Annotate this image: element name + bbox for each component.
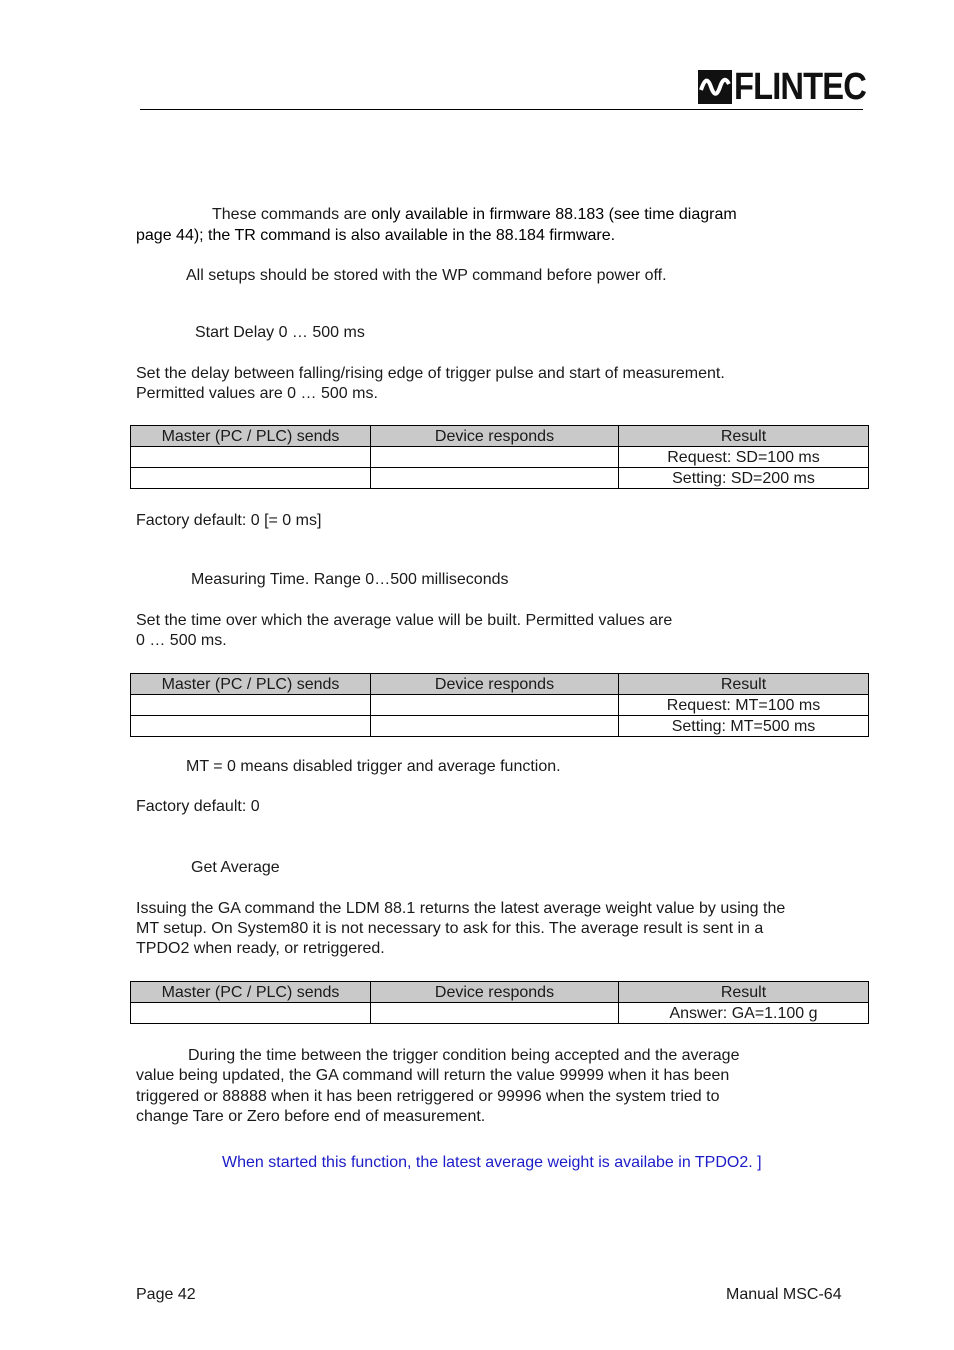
ga-command-table — [130, 981, 869, 1024]
ga-heading: Get Average — [191, 859, 280, 876]
ga-desc-2: MT setup. On System80 it is not necessary to ask for this. The average result is sent in a — [136, 920, 764, 937]
mt-desc-2: 0 … 500 ms. — [136, 632, 227, 649]
ga-note-3: triggered or 88888 when it has been retriggered or 99996 when the system tried to — [136, 1088, 720, 1105]
col-master-sends: Master (PC / PLC) sends — [131, 426, 371, 447]
col-device-responds: Device responds — [371, 674, 619, 695]
table-header-row — [131, 674, 869, 695]
cell — [371, 1003, 619, 1024]
mt-note: MT = 0 means disabled trigger and average function. — [186, 758, 561, 775]
table-row — [131, 716, 869, 737]
col-master-sends: Master (PC / PLC) sends — [131, 982, 371, 1003]
sd-default: Factory default: 0 [= 0 ms] — [136, 512, 322, 529]
cell — [131, 468, 371, 489]
table-header-row — [131, 426, 869, 447]
ga-note-1: During the time between the trigger condition being accepted and the average — [188, 1047, 740, 1064]
flintec-logo — [698, 66, 887, 108]
intro-line-2: page 44); the TR command is also available in the 88.184 firmware. — [136, 227, 616, 244]
col-result: Result — [619, 426, 869, 447]
mt-desc-1: Set the time over which the average value will be built. Permitted values are — [136, 612, 673, 629]
col-result: Result — [619, 674, 869, 695]
cell — [131, 447, 371, 468]
intro-line-1 — [212, 205, 737, 225]
cell: Setting: MT=500 ms — [619, 716, 869, 737]
cell — [131, 1003, 371, 1024]
intro-line-1b: only available in firmware 88.183 (see time diagram — [371, 206, 737, 223]
ga-note-2: value being updated, the GA command will return the value 99999 when it has been — [136, 1067, 730, 1084]
col-device-responds: Device responds — [371, 982, 619, 1003]
table-row — [131, 1003, 869, 1024]
header-rule — [140, 109, 863, 110]
footer-manual-title: Manual MSC-64 — [726, 1286, 842, 1303]
cell — [371, 468, 619, 489]
intro-note: All setups should be stored with the WP command before power off. — [186, 267, 667, 284]
cell: Request: MT=100 ms — [619, 695, 869, 716]
cell — [131, 695, 371, 716]
ga-desc-1: Issuing the GA command the LDM 88.1 returns the latest average weight value by using the — [136, 900, 786, 917]
mt-heading: Measuring Time. Range 0…500 milliseconds — [191, 571, 509, 588]
ga-blue-note: When started this function, the latest average weight is availabe in TPDO2. ] — [222, 1154, 762, 1171]
flintec-wave-icon — [698, 70, 732, 104]
mt-command-table — [130, 673, 869, 737]
cell — [371, 695, 619, 716]
sd-command-table — [130, 425, 869, 489]
logo-text: FLINTEC — [734, 66, 866, 108]
sd-desc-1: Set the delay between falling/rising edge of trigger pulse and start of measurement. — [136, 365, 725, 382]
cell: Setting: SD=200 ms — [619, 468, 869, 489]
cell — [131, 716, 371, 737]
col-result: Result — [619, 982, 869, 1003]
cell: Request: SD=100 ms — [619, 447, 869, 468]
ga-desc-3: TPDO2 when ready, or retriggered. — [136, 940, 385, 957]
cell: Answer: GA=1.100 g — [619, 1003, 869, 1024]
sd-heading: Start Delay 0 … 500 ms — [195, 324, 365, 341]
sd-desc-2: Permitted values are 0 … 500 ms. — [136, 385, 378, 402]
table-row — [131, 447, 869, 468]
footer-page-number: Page 42 — [136, 1286, 196, 1303]
table-row — [131, 695, 869, 716]
col-master-sends: Master (PC / PLC) sends — [131, 674, 371, 695]
table-row — [131, 468, 869, 489]
col-device-responds: Device responds — [371, 426, 619, 447]
cell — [371, 716, 619, 737]
cell — [371, 447, 619, 468]
table-header-row — [131, 982, 869, 1003]
mt-default: Factory default: 0 — [136, 798, 260, 815]
ga-note-4: change Tare or Zero before end of measurement. — [136, 1108, 486, 1125]
intro-line-1a: These commands are — [212, 206, 372, 223]
